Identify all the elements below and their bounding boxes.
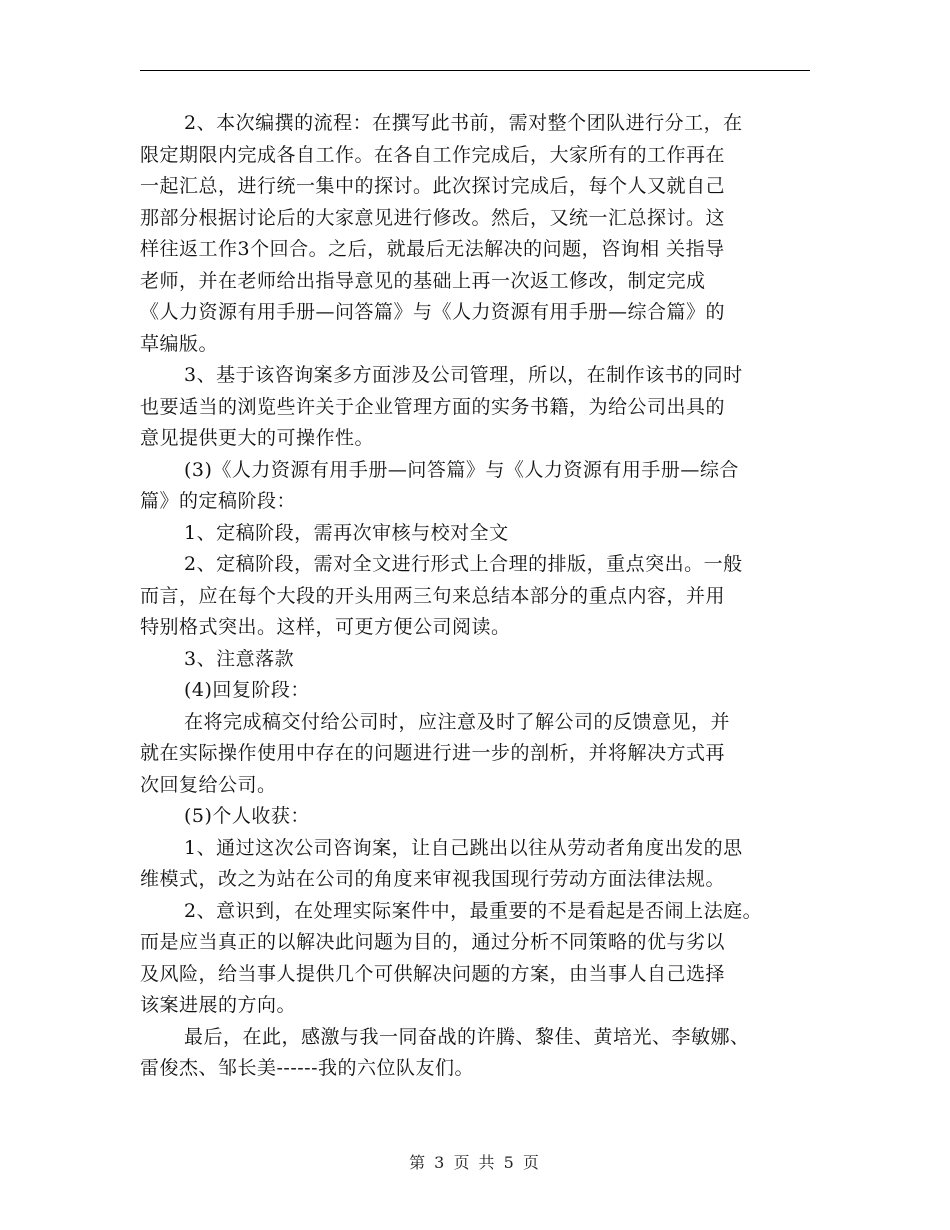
text-line: 次回复给公司。	[140, 773, 277, 796]
text-line: 也要适当的浏览些许关于企业管理方面的实务书籍，为给公司出具的	[140, 395, 726, 418]
text-line: 特别格式突出。这样，可更方便公司阅读。	[140, 616, 511, 638]
text-line: 3、注意落款	[184, 647, 295, 670]
text-line: 《人力资源有用手册—问答篇》与《人力资源有用手册—综合篇》的	[140, 301, 726, 323]
text-line: 3、基于该咨询案多方面涉及公司管理，所以，在制作该书的同时	[184, 364, 743, 386]
text-line: 最后，在此，感激与我一同奋战的许腾、黎佳、黄培光、李敏娜、	[184, 1025, 750, 1048]
text-line: 而言，应在每个大段的开头用两三句来总结本部分的重点内容，并用	[140, 584, 726, 607]
page-number: 第 3 页 共 5 页	[409, 1153, 541, 1172]
text-line: 草编版。	[140, 332, 219, 355]
text-line: 2、意识到，在处理实际案件中，最重要的不是看起是否闹上法庭。	[184, 899, 763, 922]
text-line: 2、定稿阶段，需对全文进行形式上合理的排版，重点突出。一般	[184, 553, 743, 575]
document-body	[140, 108, 810, 1085]
text-line: 雷俊杰、邹长美------我的六位队友们。	[140, 1057, 475, 1079]
text-line: 一起汇总，进行统一集中的探讨。此次探讨完成后，每个人又就自己	[140, 175, 726, 197]
text-line: 篇》的定稿阶段：	[140, 490, 297, 512]
text-line: 样往返工作3个回合。之后，就最后无法解决的问题，咨询相 关指导	[140, 238, 725, 260]
text-line: 2、本次编撰的流程：在撰写此书前，需对整个团队进行分工，在	[184, 112, 743, 134]
text-line: (5)个人收获：	[184, 805, 310, 827]
text-line: 1、定稿阶段，需再次审核与校对全文	[184, 521, 509, 544]
text-line: 那部分根据讨论后的大家意见进行修改。然后，又统一汇总探讨。这	[140, 206, 726, 229]
text-line: 及风险，给当事人提供几个可供解决问题的方案，由当事人自己选择	[140, 962, 726, 985]
text-line: 限定期限内完成各自工作。在各自工作完成后，大家所有的工作再在	[140, 143, 726, 166]
text-line: (3)《人力资源有用手册—问答篇》与《人力资源有用手册—综合	[184, 458, 739, 481]
text-line: (4)回复阶段：	[184, 679, 310, 701]
text-line: 维模式，改之为站在公司的角度来审视我国现行劳动方面法律法规。	[140, 868, 726, 890]
text-line: 在将完成稿交付给公司时，应注意及时了解公司的反馈意见，并	[184, 710, 731, 733]
text-line: 就在实际操作使用中存在的问题进行进一步的剖析，并将解决方式再	[140, 742, 726, 764]
text-line: 该案进展的方向。	[140, 994, 297, 1016]
text-line: 意见提供更大的可操作性。	[140, 427, 375, 449]
text-line: 而是应当真正的以解决此问题为目的，通过分析不同策略的优与劣以	[140, 931, 726, 953]
text-line: 老师，并在老师给出指导意见的基础上再一次返工修改，制定完成	[140, 269, 706, 292]
text-line: 1、通过这次公司咨询案，让自己跳出以往从劳动者角度出发的思	[184, 836, 743, 859]
header-rule	[140, 70, 810, 71]
